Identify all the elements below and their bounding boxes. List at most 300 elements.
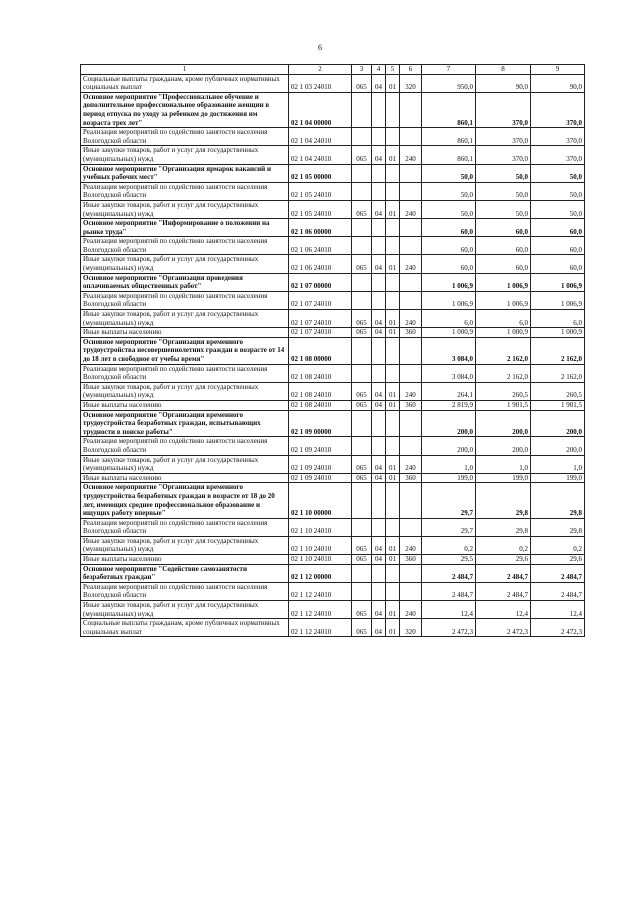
row-amount-year3-cell: 370,0 bbox=[531, 128, 585, 146]
row-name-cell: Основное мероприятие "Содействие самозанятости безработных граждан" bbox=[81, 564, 289, 582]
row-amount-year1-cell: 60,0 bbox=[422, 237, 476, 255]
row-section-cell bbox=[372, 237, 386, 255]
header-cell: 8 bbox=[476, 65, 531, 75]
row-amount-year3-cell: 1 901,5 bbox=[531, 400, 585, 410]
row-section-cell: 04 bbox=[372, 555, 386, 565]
row-expense-type-cell bbox=[400, 164, 422, 182]
row-ministry-cell: 065 bbox=[352, 328, 372, 338]
row-ministry-cell: 065 bbox=[352, 555, 372, 565]
row-amount-year3-cell: 1,0 bbox=[531, 455, 585, 473]
row-expense-type-cell bbox=[400, 337, 422, 364]
row-expense-type-cell bbox=[400, 128, 422, 146]
row-amount-year3-cell: 29,8 bbox=[531, 518, 585, 536]
row-amount-year3-cell: 29,8 bbox=[531, 483, 585, 518]
row-amount-year2-cell: 260,5 bbox=[476, 382, 531, 400]
row-amount-year2-cell: 60,0 bbox=[476, 237, 531, 255]
table-row bbox=[81, 473, 585, 483]
row-amount-year3-cell: 260,5 bbox=[531, 382, 585, 400]
table-row bbox=[81, 337, 585, 364]
row-section-cell bbox=[372, 164, 386, 182]
row-expense-type-cell bbox=[400, 92, 422, 127]
row-code-cell: 02 1 05 00000 bbox=[289, 164, 352, 182]
row-amount-year3-cell: 2 484,7 bbox=[531, 564, 585, 582]
row-section-cell bbox=[372, 483, 386, 518]
row-subsection-cell: 01 bbox=[386, 601, 400, 619]
row-amount-year1-cell: 860,1 bbox=[422, 128, 476, 146]
table-row bbox=[81, 310, 585, 328]
row-code-cell: 02 1 08 24010 bbox=[289, 382, 352, 400]
table-row bbox=[81, 437, 585, 455]
table-row bbox=[81, 518, 585, 536]
row-code-cell: 02 1 04 00000 bbox=[289, 92, 352, 127]
row-expense-type-cell: 240 bbox=[400, 146, 422, 164]
row-section-cell bbox=[372, 291, 386, 309]
row-code-cell: 02 1 08 00000 bbox=[289, 337, 352, 364]
row-name-cell: Основное мероприятие "Профессиональное обучение и дополнительное профессиональное образование женщин в период отпуска по уходу за ребенком до достижения им возраста трех лет" bbox=[81, 92, 289, 127]
row-amount-year2-cell: 29,8 bbox=[476, 518, 531, 536]
row-amount-year1-cell: 2 484,7 bbox=[422, 582, 476, 600]
row-amount-year1-cell: 199,0 bbox=[422, 473, 476, 483]
row-ministry-cell: 065 bbox=[352, 74, 372, 92]
row-subsection-cell bbox=[386, 273, 400, 291]
row-section-cell bbox=[372, 437, 386, 455]
row-expense-type-cell: 240 bbox=[400, 455, 422, 473]
row-amount-year3-cell: 50,0 bbox=[531, 182, 585, 200]
row-name-cell: Иные закупки товаров, работ и услуг для государственных (муниципальных) нужд bbox=[81, 455, 289, 473]
row-name-cell: Иные закупки товаров, работ и услуг для государственных (муниципальных) нужд bbox=[81, 536, 289, 554]
row-subsection-cell: 01 bbox=[386, 555, 400, 565]
row-amount-year2-cell: 2 472,3 bbox=[476, 619, 531, 637]
row-section-cell: 04 bbox=[372, 200, 386, 218]
row-subsection-cell: 01 bbox=[386, 328, 400, 338]
row-code-cell: 02 1 07 00000 bbox=[289, 273, 352, 291]
row-amount-year1-cell: 860,1 bbox=[422, 146, 476, 164]
row-ministry-cell bbox=[352, 564, 372, 582]
row-amount-year3-cell: 2 162,0 bbox=[531, 337, 585, 364]
row-amount-year2-cell: 6,0 bbox=[476, 310, 531, 328]
row-subsection-cell bbox=[386, 564, 400, 582]
row-amount-year2-cell: 1 006,9 bbox=[476, 291, 531, 309]
row-ministry-cell bbox=[352, 364, 372, 382]
row-subsection-cell: 01 bbox=[386, 619, 400, 637]
row-amount-year3-cell: 199,0 bbox=[531, 473, 585, 483]
row-code-cell: 02 1 04 24010 bbox=[289, 128, 352, 146]
header-cell: 5 bbox=[386, 65, 400, 75]
row-amount-year2-cell: 199,0 bbox=[476, 473, 531, 483]
row-amount-year2-cell: 90,0 bbox=[476, 74, 531, 92]
row-section-cell: 04 bbox=[372, 619, 386, 637]
row-code-cell: 02 1 10 24010 bbox=[289, 555, 352, 565]
row-name-cell: Реализация мероприятий по содействию занятости населения Вологодской области bbox=[81, 237, 289, 255]
row-expense-type-cell bbox=[400, 564, 422, 582]
row-ministry-cell bbox=[352, 273, 372, 291]
row-amount-year2-cell: 1 901,5 bbox=[476, 400, 531, 410]
row-expense-type-cell bbox=[400, 582, 422, 600]
row-subsection-cell bbox=[386, 364, 400, 382]
row-name-cell: Иные выплаты населению bbox=[81, 400, 289, 410]
table-row bbox=[81, 410, 585, 437]
table-row bbox=[81, 564, 585, 582]
row-subsection-cell: 01 bbox=[386, 146, 400, 164]
row-section-cell bbox=[372, 92, 386, 127]
table-row bbox=[81, 74, 585, 92]
table-row bbox=[81, 601, 585, 619]
row-amount-year1-cell: 60,0 bbox=[422, 255, 476, 273]
row-amount-year1-cell: 1,0 bbox=[422, 455, 476, 473]
row-expense-type-cell bbox=[400, 410, 422, 437]
row-amount-year2-cell: 370,0 bbox=[476, 128, 531, 146]
row-ministry-cell bbox=[352, 237, 372, 255]
table-row bbox=[81, 619, 585, 637]
row-amount-year1-cell: 60,0 bbox=[422, 219, 476, 237]
row-name-cell: Иные выплаты населению bbox=[81, 328, 289, 338]
table-row bbox=[81, 182, 585, 200]
row-amount-year1-cell: 1 006,9 bbox=[422, 273, 476, 291]
row-subsection-cell bbox=[386, 437, 400, 455]
row-section-cell: 04 bbox=[372, 74, 386, 92]
header-cell: 6 bbox=[400, 65, 422, 75]
row-amount-year2-cell: 370,0 bbox=[476, 92, 531, 127]
table-row bbox=[81, 382, 585, 400]
row-ministry-cell bbox=[352, 337, 372, 364]
table-row bbox=[81, 146, 585, 164]
row-name-cell: Иные закупки товаров, работ и услуг для государственных (муниципальных) нужд bbox=[81, 146, 289, 164]
row-code-cell: 02 1 09 24010 bbox=[289, 437, 352, 455]
row-amount-year1-cell: 1 000,9 bbox=[422, 328, 476, 338]
row-section-cell bbox=[372, 128, 386, 146]
row-section-cell: 04 bbox=[372, 601, 386, 619]
row-subsection-cell bbox=[386, 337, 400, 364]
row-code-cell: 02 1 07 24010 bbox=[289, 310, 352, 328]
row-name-cell: Социальные выплаты гражданам, кроме публичных нормативных социальных выплат bbox=[81, 74, 289, 92]
row-subsection-cell: 01 bbox=[386, 255, 400, 273]
table-row bbox=[81, 536, 585, 554]
row-amount-year1-cell: 3 084,0 bbox=[422, 364, 476, 382]
row-code-cell: 02 1 06 00000 bbox=[289, 219, 352, 237]
row-amount-year1-cell: 2 819,9 bbox=[422, 400, 476, 410]
row-amount-year2-cell: 2 484,7 bbox=[476, 582, 531, 600]
row-subsection-cell bbox=[386, 410, 400, 437]
table-row bbox=[81, 92, 585, 127]
row-expense-type-cell: 240 bbox=[400, 536, 422, 554]
row-name-cell: Основное мероприятие "Организация временного трудоустройства безработных граждан, испытывающих трудности в поиске работы" bbox=[81, 410, 289, 437]
table-row bbox=[81, 455, 585, 473]
row-amount-year3-cell: 90,0 bbox=[531, 74, 585, 92]
row-subsection-cell bbox=[386, 582, 400, 600]
row-ministry-cell bbox=[352, 483, 372, 518]
row-code-cell: 02 1 07 24010 bbox=[289, 291, 352, 309]
row-section-cell: 04 bbox=[372, 455, 386, 473]
row-amount-year1-cell: 29,7 bbox=[422, 518, 476, 536]
row-amount-year3-cell: 50,0 bbox=[531, 164, 585, 182]
table-row bbox=[81, 219, 585, 237]
header-cell: 3 bbox=[352, 65, 372, 75]
row-expense-type-cell: 320 bbox=[400, 74, 422, 92]
row-amount-year3-cell: 1 000,9 bbox=[531, 328, 585, 338]
row-section-cell: 04 bbox=[372, 473, 386, 483]
row-amount-year1-cell: 6,0 bbox=[422, 310, 476, 328]
row-amount-year3-cell: 50,0 bbox=[531, 200, 585, 218]
row-subsection-cell: 01 bbox=[386, 200, 400, 218]
row-amount-year2-cell: 60,0 bbox=[476, 219, 531, 237]
row-name-cell: Основное мероприятие "Организация проведения оплачиваемых общественных работ" bbox=[81, 273, 289, 291]
row-section-cell: 04 bbox=[372, 328, 386, 338]
row-amount-year2-cell: 12,4 bbox=[476, 601, 531, 619]
row-amount-year1-cell: 200,0 bbox=[422, 410, 476, 437]
row-name-cell: Иные выплаты населению bbox=[81, 555, 289, 565]
row-ministry-cell bbox=[352, 92, 372, 127]
table-row bbox=[81, 273, 585, 291]
row-subsection-cell bbox=[386, 518, 400, 536]
row-expense-type-cell bbox=[400, 237, 422, 255]
row-expense-type-cell: 240 bbox=[400, 382, 422, 400]
row-ministry-cell bbox=[352, 128, 372, 146]
row-code-cell: 02 1 12 24010 bbox=[289, 582, 352, 600]
row-name-cell: Основное мероприятие "Организация ярмарок вакансий и учебных рабочих мест" bbox=[81, 164, 289, 182]
row-name-cell: Социальные выплаты гражданам, кроме публичных нормативных социальных выплат bbox=[81, 619, 289, 637]
row-expense-type-cell bbox=[400, 364, 422, 382]
header-cell: 1 bbox=[81, 65, 289, 75]
row-amount-year3-cell: 60,0 bbox=[531, 237, 585, 255]
row-amount-year2-cell: 1 000,9 bbox=[476, 328, 531, 338]
row-code-cell: 02 1 05 24010 bbox=[289, 182, 352, 200]
row-ministry-cell bbox=[352, 518, 372, 536]
row-section-cell bbox=[372, 182, 386, 200]
row-code-cell: 02 1 03 24010 bbox=[289, 74, 352, 92]
row-ministry-cell bbox=[352, 291, 372, 309]
row-expense-type-cell: 240 bbox=[400, 310, 422, 328]
row-expense-type-cell bbox=[400, 291, 422, 309]
row-amount-year1-cell: 2 472,3 bbox=[422, 619, 476, 637]
row-section-cell: 04 bbox=[372, 382, 386, 400]
row-amount-year3-cell: 29,6 bbox=[531, 555, 585, 565]
row-expense-type-cell bbox=[400, 182, 422, 200]
budget-table bbox=[80, 64, 585, 637]
row-amount-year1-cell: 29,5 bbox=[422, 555, 476, 565]
row-amount-year1-cell: 50,0 bbox=[422, 182, 476, 200]
row-amount-year2-cell: 50,0 bbox=[476, 200, 531, 218]
table-row bbox=[81, 364, 585, 382]
row-name-cell: Реализация мероприятий по содействию занятости населения Вологодской области bbox=[81, 518, 289, 536]
row-code-cell: 02 1 08 24010 bbox=[289, 364, 352, 382]
row-amount-year1-cell: 200,0 bbox=[422, 437, 476, 455]
row-amount-year1-cell: 950,0 bbox=[422, 74, 476, 92]
row-expense-type-cell: 240 bbox=[400, 255, 422, 273]
header-cell: 7 bbox=[422, 65, 476, 75]
row-code-cell: 02 1 06 24010 bbox=[289, 255, 352, 273]
row-name-cell: Основное мероприятие "Организация временного трудоустройства безработных граждан в возрасте от 18 до 20 лет, имеющих среднее профессиональное образование и ищущих работу впервые" bbox=[81, 483, 289, 518]
row-section-cell bbox=[372, 273, 386, 291]
row-amount-year3-cell: 2 162,0 bbox=[531, 364, 585, 382]
row-section-cell bbox=[372, 564, 386, 582]
row-amount-year3-cell: 1 006,9 bbox=[531, 273, 585, 291]
row-section-cell: 04 bbox=[372, 310, 386, 328]
row-ministry-cell: 065 bbox=[352, 601, 372, 619]
row-code-cell: 02 1 12 24010 bbox=[289, 601, 352, 619]
row-amount-year2-cell: 200,0 bbox=[476, 410, 531, 437]
row-code-cell: 02 1 09 24010 bbox=[289, 473, 352, 483]
row-section-cell: 04 bbox=[372, 536, 386, 554]
row-amount-year3-cell: 2 484,7 bbox=[531, 582, 585, 600]
row-ministry-cell bbox=[352, 437, 372, 455]
row-name-cell: Иные закупки товаров, работ и услуг для государственных (муниципальных) нужд bbox=[81, 382, 289, 400]
row-subsection-cell bbox=[386, 164, 400, 182]
row-subsection-cell: 01 bbox=[386, 455, 400, 473]
row-name-cell: Основное мероприятие "Информирование о положении на рынке труда" bbox=[81, 219, 289, 237]
row-expense-type-cell: 240 bbox=[400, 200, 422, 218]
row-amount-year3-cell: 60,0 bbox=[531, 255, 585, 273]
row-expense-type-cell bbox=[400, 437, 422, 455]
table-row bbox=[81, 582, 585, 600]
row-name-cell: Иные закупки товаров, работ и услуг для государственных (муниципальных) нужд bbox=[81, 601, 289, 619]
row-section-cell bbox=[372, 219, 386, 237]
row-amount-year3-cell: 2 472,3 bbox=[531, 619, 585, 637]
table-header-row bbox=[81, 65, 585, 75]
row-amount-year3-cell: 6,0 bbox=[531, 310, 585, 328]
row-expense-type-cell: 360 bbox=[400, 555, 422, 565]
row-subsection-cell bbox=[386, 128, 400, 146]
row-amount-year1-cell: 0,2 bbox=[422, 536, 476, 554]
row-ministry-cell: 065 bbox=[352, 146, 372, 164]
row-subsection-cell: 01 bbox=[386, 310, 400, 328]
table-row bbox=[81, 200, 585, 218]
row-subsection-cell bbox=[386, 219, 400, 237]
row-ministry-cell: 065 bbox=[352, 310, 372, 328]
row-amount-year2-cell: 1 006,9 bbox=[476, 273, 531, 291]
row-section-cell: 04 bbox=[372, 400, 386, 410]
row-section-cell: 04 bbox=[372, 255, 386, 273]
row-amount-year1-cell: 12,4 bbox=[422, 601, 476, 619]
row-amount-year3-cell: 60,0 bbox=[531, 219, 585, 237]
row-amount-year2-cell: 60,0 bbox=[476, 255, 531, 273]
row-amount-year1-cell: 860,1 bbox=[422, 92, 476, 127]
row-code-cell: 02 1 07 24010 bbox=[289, 328, 352, 338]
row-ministry-cell: 065 bbox=[352, 619, 372, 637]
row-amount-year3-cell: 370,0 bbox=[531, 146, 585, 164]
header-cell: 9 bbox=[531, 65, 585, 75]
page-number: 6 bbox=[318, 43, 322, 52]
row-code-cell: 02 1 05 24010 bbox=[289, 200, 352, 218]
row-amount-year2-cell: 200,0 bbox=[476, 437, 531, 455]
row-ministry-cell: 065 bbox=[352, 400, 372, 410]
row-name-cell: Основное мероприятие "Организация временного трудоустройства несовершеннолетних граждан в возрасте от 14 до 18 лет в свободное от учебы время" bbox=[81, 337, 289, 364]
row-expense-type-cell bbox=[400, 483, 422, 518]
row-amount-year1-cell: 50,0 bbox=[422, 200, 476, 218]
row-ministry-cell: 065 bbox=[352, 255, 372, 273]
budget-table-container bbox=[80, 64, 640, 637]
row-ministry-cell bbox=[352, 164, 372, 182]
row-amount-year1-cell: 1 006,9 bbox=[422, 291, 476, 309]
row-amount-year2-cell: 370,0 bbox=[476, 146, 531, 164]
row-ministry-cell: 065 bbox=[352, 536, 372, 554]
row-code-cell: 02 1 08 24010 bbox=[289, 400, 352, 410]
row-subsection-cell bbox=[386, 291, 400, 309]
row-expense-type-cell: 360 bbox=[400, 400, 422, 410]
row-subsection-cell bbox=[386, 182, 400, 200]
row-section-cell bbox=[372, 518, 386, 536]
row-amount-year2-cell: 50,0 bbox=[476, 164, 531, 182]
row-name-cell: Иные закупки товаров, работ и услуг для государственных (муниципальных) нужд bbox=[81, 200, 289, 218]
table-row bbox=[81, 128, 585, 146]
row-amount-year2-cell: 2 162,0 bbox=[476, 337, 531, 364]
row-ministry-cell: 065 bbox=[352, 382, 372, 400]
row-amount-year1-cell: 29,7 bbox=[422, 483, 476, 518]
table-row bbox=[81, 328, 585, 338]
row-name-cell: Реализация мероприятий по содействию занятости населения Вологодской области bbox=[81, 582, 289, 600]
row-section-cell bbox=[372, 364, 386, 382]
row-expense-type-cell: 320 bbox=[400, 619, 422, 637]
row-code-cell: 02 1 06 24010 bbox=[289, 237, 352, 255]
row-code-cell: 02 1 04 24010 bbox=[289, 146, 352, 164]
row-amount-year1-cell: 264,1 bbox=[422, 382, 476, 400]
row-amount-year2-cell: 29,8 bbox=[476, 483, 531, 518]
row-section-cell bbox=[372, 410, 386, 437]
row-amount-year3-cell: 370,0 bbox=[531, 92, 585, 127]
row-amount-year2-cell: 2 162,0 bbox=[476, 364, 531, 382]
row-amount-year1-cell: 50,0 bbox=[422, 164, 476, 182]
row-code-cell: 02 1 10 24010 bbox=[289, 518, 352, 536]
row-ministry-cell bbox=[352, 410, 372, 437]
row-subsection-cell bbox=[386, 237, 400, 255]
row-code-cell: 02 1 09 24010 bbox=[289, 455, 352, 473]
row-name-cell: Иные закупки товаров, работ и услуг для государственных (муниципальных) нужд bbox=[81, 310, 289, 328]
table-row bbox=[81, 555, 585, 565]
row-subsection-cell: 01 bbox=[386, 536, 400, 554]
row-name-cell: Реализация мероприятий по содействию занятости населения Вологодской области bbox=[81, 128, 289, 146]
row-ministry-cell bbox=[352, 582, 372, 600]
row-name-cell: Реализация мероприятий по содействию занятости населения Вологодской области bbox=[81, 437, 289, 455]
row-expense-type-cell: 360 bbox=[400, 473, 422, 483]
row-name-cell: Реализация мероприятий по содействию занятости населения Вологодской области bbox=[81, 291, 289, 309]
table-row bbox=[81, 164, 585, 182]
row-amount-year2-cell: 50,0 bbox=[476, 182, 531, 200]
row-amount-year3-cell: 200,0 bbox=[531, 437, 585, 455]
row-amount-year2-cell: 29,6 bbox=[476, 555, 531, 565]
row-section-cell bbox=[372, 582, 386, 600]
row-code-cell: 02 1 10 00000 bbox=[289, 483, 352, 518]
row-ministry-cell: 065 bbox=[352, 200, 372, 218]
row-amount-year2-cell: 0,2 bbox=[476, 536, 531, 554]
header-cell: 4 bbox=[372, 65, 386, 75]
row-section-cell bbox=[372, 337, 386, 364]
table-row bbox=[81, 291, 585, 309]
row-ministry-cell: 065 bbox=[352, 473, 372, 483]
row-section-cell: 04 bbox=[372, 146, 386, 164]
row-name-cell: Иные выплаты населению bbox=[81, 473, 289, 483]
row-expense-type-cell: 240 bbox=[400, 601, 422, 619]
row-code-cell: 02 1 09 00000 bbox=[289, 410, 352, 437]
row-ministry-cell: 065 bbox=[352, 455, 372, 473]
row-subsection-cell bbox=[386, 483, 400, 518]
row-subsection-cell: 01 bbox=[386, 473, 400, 483]
row-amount-year3-cell: 1 006,9 bbox=[531, 291, 585, 309]
row-subsection-cell: 01 bbox=[386, 74, 400, 92]
row-code-cell: 02 1 10 24010 bbox=[289, 536, 352, 554]
row-expense-type-cell bbox=[400, 273, 422, 291]
row-name-cell: Иные закупки товаров, работ и услуг для государственных (муниципальных) нужд bbox=[81, 255, 289, 273]
row-amount-year2-cell: 1,0 bbox=[476, 455, 531, 473]
row-amount-year3-cell: 200,0 bbox=[531, 410, 585, 437]
row-amount-year1-cell: 2 484,7 bbox=[422, 564, 476, 582]
row-amount-year3-cell: 12,4 bbox=[531, 601, 585, 619]
row-expense-type-cell bbox=[400, 219, 422, 237]
table-row bbox=[81, 237, 585, 255]
row-amount-year1-cell: 3 084,0 bbox=[422, 337, 476, 364]
row-name-cell: Реализация мероприятий по содействию занятости населения Вологодской области bbox=[81, 364, 289, 382]
row-subsection-cell: 01 bbox=[386, 400, 400, 410]
row-ministry-cell bbox=[352, 219, 372, 237]
row-ministry-cell bbox=[352, 182, 372, 200]
